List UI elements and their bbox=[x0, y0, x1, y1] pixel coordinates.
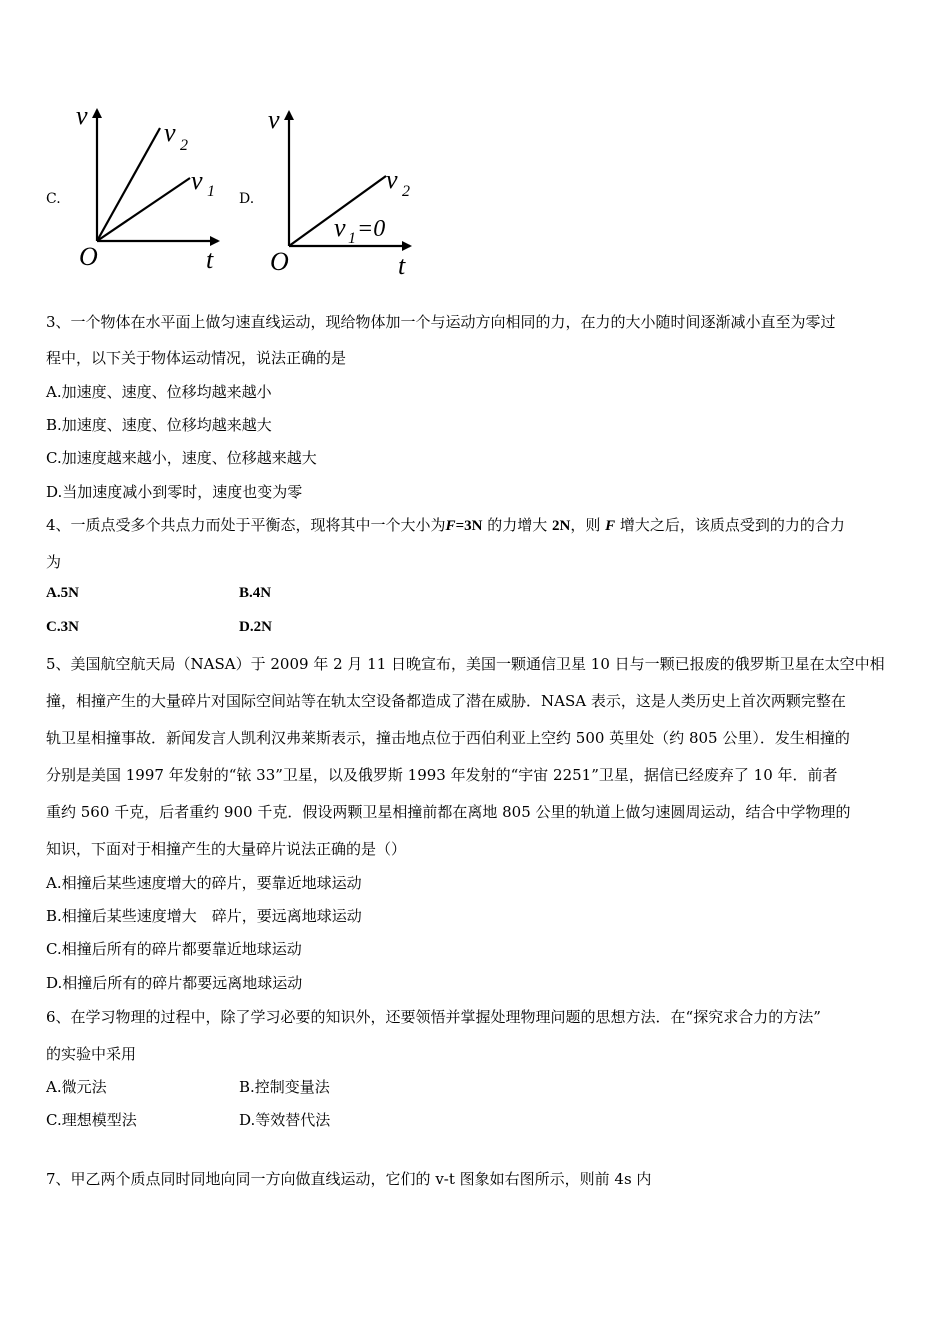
q5-line5: 重约 560 千克，后者重约 900 千克．假设两颗卫星相撞前都在离地 805 公里的轨道上做匀速圆周运动，结合中学物理的 bbox=[46, 803, 851, 821]
q5-option-d: D.相撞后所有的碎片都要远离地球运动 bbox=[46, 974, 303, 992]
graph-d-v1-eq: =0 bbox=[357, 216, 386, 242]
q7-line1: 7、甲乙两个质点同时同地向同一方向做直线运动，它们的 v-t 图象如右图所示，则前 4s 内 bbox=[46, 1170, 652, 1188]
option-d-label: D. bbox=[239, 191, 255, 207]
q4-line1 bbox=[46, 514, 845, 535]
graph-d bbox=[262, 100, 422, 280]
graph-c-v2-sub: 2 bbox=[180, 137, 188, 154]
q5-line6: 知识，下面对于相撞产生的大量碎片说法正确的是（） bbox=[46, 840, 407, 858]
q6-option-a: A.微元法 bbox=[46, 1078, 107, 1096]
q5-option-b: B.相撞后某些速度增大 碎片，要远离地球运动 bbox=[46, 907, 362, 925]
q3-option-d: D.当加速度减小到零时，速度也变为零 bbox=[46, 483, 303, 501]
q6-line2: 的实验中采用 bbox=[46, 1045, 137, 1063]
option-c-label: C. bbox=[46, 191, 61, 207]
q5-line3: 轨卫星相撞事故．新闻发言人凯利汉弗莱斯表示，撞击地点位于西伯利亚上空约 500 英里处（约 805 公里）．发生相撞的 bbox=[46, 729, 850, 747]
q5-line1: 5、美国航空航天局（NASA）于 2009 年 2 月 11 日晚宣布，美国一颗通信卫星 10 日与一颗已报废的俄罗斯卫星在太空中相 bbox=[46, 655, 885, 673]
graph-d-v2-sub: 2 bbox=[402, 183, 410, 200]
q6-option-b: B.控制变量法 bbox=[239, 1078, 330, 1096]
q4-option-b: B.4N bbox=[239, 585, 272, 601]
q3-line1: 3、一个物体在水平面上做匀速直线运动，现给物体加一个与运动方向相同的力，在力的大小随时间逐渐减小直至为零过 bbox=[46, 313, 836, 331]
graph-d-y-label: v bbox=[268, 105, 280, 134]
graph-c bbox=[70, 100, 230, 275]
graph-d-v1-label: v bbox=[334, 213, 346, 242]
q3-option-b: B.加速度、速度、位移均越来越大 bbox=[46, 416, 272, 434]
q4-mid2: ，则 bbox=[570, 516, 606, 534]
q6-option-c: C.理想模型法 bbox=[46, 1111, 137, 1129]
q6-option-d: D.等效替代法 bbox=[239, 1111, 331, 1129]
graph-c-v2-line bbox=[97, 128, 160, 241]
q3-option-c: C.加速度越来越小，速度、位移越来越大 bbox=[46, 449, 317, 467]
q5-option-c: C.相撞后所有的碎片都要靠近地球运动 bbox=[46, 940, 302, 958]
q6-line1: 6、在学习物理的过程中，除了学习必要的知识外，还要领悟并掌握处理物理问题的思想方法．在“探究求合力的方法” bbox=[46, 1008, 821, 1026]
graph-c-x-label: t bbox=[206, 245, 214, 274]
q4-option-d: D.2N bbox=[239, 619, 272, 635]
graph-c-v1-label: v bbox=[191, 166, 203, 195]
graph-c-v1-sub: 1 bbox=[207, 183, 215, 200]
q4-force-symbol-2: F bbox=[605, 518, 616, 534]
graph-d-v2-label: v bbox=[386, 165, 398, 194]
q4-increase: 2N bbox=[552, 518, 571, 534]
graph-d-origin-label: O bbox=[270, 247, 289, 276]
graph-d-x-label: t bbox=[398, 251, 406, 280]
graph-c-v1-line bbox=[97, 178, 190, 241]
q4-force-symbol: F bbox=[445, 518, 456, 534]
graph-c-y-label: v bbox=[76, 101, 88, 130]
q4-post: 增大之后，该质点受到的力的合力 bbox=[615, 516, 845, 534]
q3-line2: 程中，以下关于物体运动情况，说法正确的是 bbox=[46, 349, 347, 367]
q4-option-c: C.3N bbox=[46, 619, 79, 635]
graph-c-origin-label: O bbox=[79, 242, 98, 271]
q4-pre: 4、一质点受多个共点力而处于平衡态，现将其中一个大小为 bbox=[46, 516, 446, 534]
q5-line2: 撞，相撞产生的大量碎片对国际空间站等在轨太空设备都造成了潜在威胁．NASA 表示，这是人类历史上首次两颗完整在 bbox=[46, 692, 846, 710]
q4-option-a: A.5N bbox=[46, 585, 79, 601]
q5-line4: 分别是美国 1997 年发射的“铱 33”卫星，以及俄罗斯 1993 年发射的“宇宙 2251”卫星，据信已经废弃了 10 年．前者 bbox=[46, 766, 838, 784]
q4-line2: 为 bbox=[46, 553, 62, 571]
graph-d-v1-sub: 1 bbox=[348, 230, 356, 247]
q5-option-a: A.相撞后某些速度增大的碎片，要靠近地球运动 bbox=[46, 874, 362, 892]
graph-c-v2-label: v bbox=[164, 118, 176, 147]
q4-mid: 的力增大 bbox=[482, 516, 552, 534]
q4-force-value: =3N bbox=[455, 518, 483, 534]
q3-option-a: A.加速度、速度、位移均越来越小 bbox=[46, 383, 272, 401]
